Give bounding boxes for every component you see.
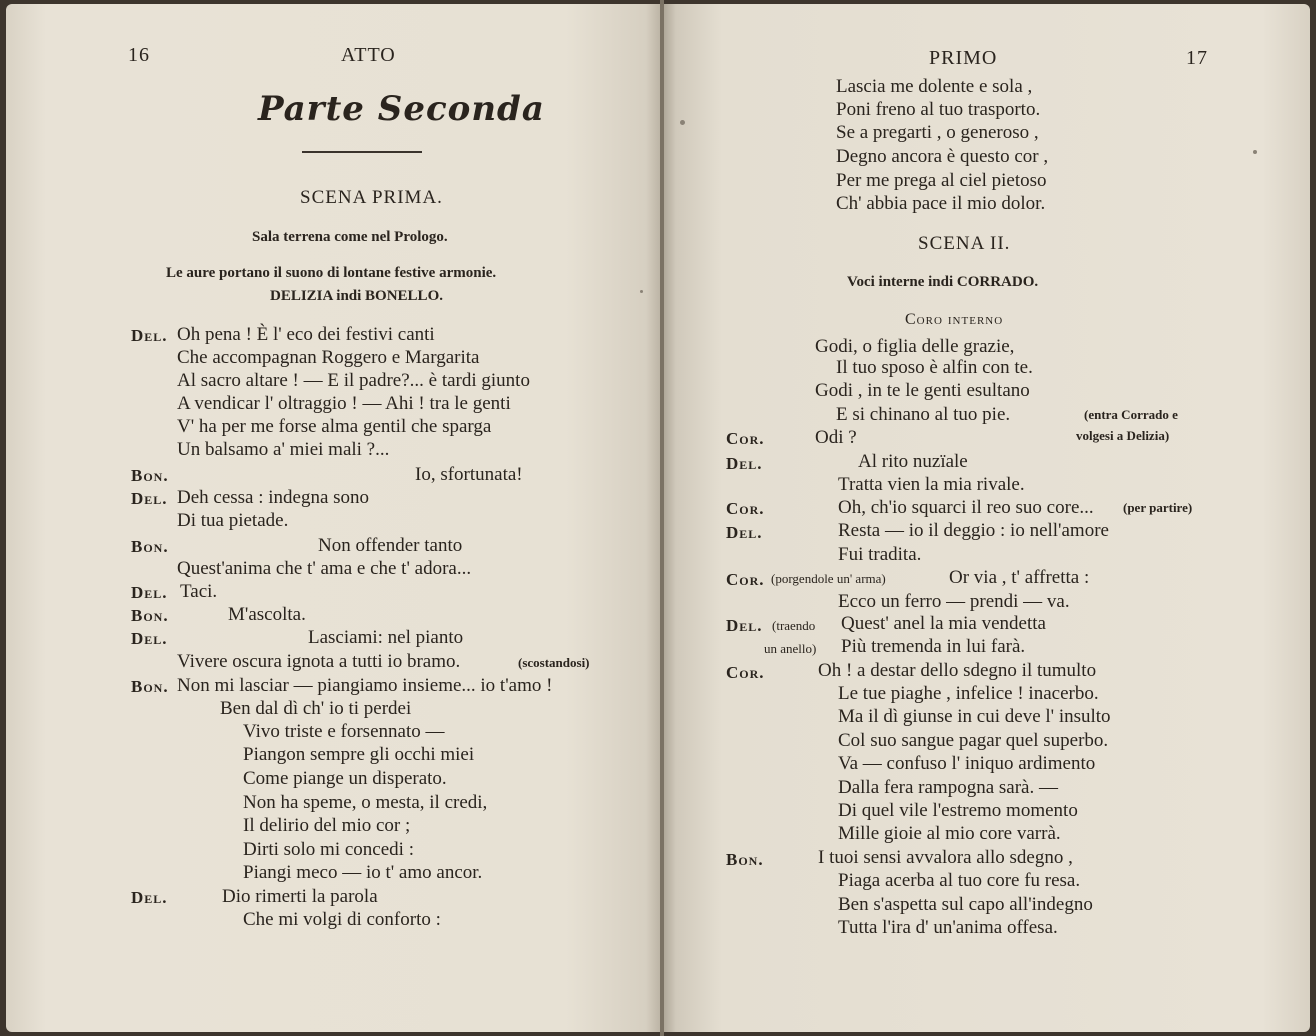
role-label: Bon. [131,606,169,625]
stage-direction-2: Le aure portano il suono di lontane festive armonie. [166,265,497,281]
verse-line: Godi , in te le genti esultano [815,380,1030,401]
verse-line: V' ha per me forse alma gentil che sparga [177,416,492,437]
role-label: Del. [726,616,763,635]
verse-line: Che mi volgi di conforto : [243,909,441,930]
aside-traendo-2: un anello) [764,641,817,656]
verse-line: Ben dal dì ch' io ti perdei [220,698,412,719]
role-label: Del. [131,629,168,648]
verse-line: Non mi lasciar — piangiamo insieme... io t'amo ! [177,675,553,696]
aside-porgendole: (porgendole un' arma) [771,571,886,586]
verse-line: Col suo sangue pagar quel superbo. [838,730,1109,751]
aside-entra-2: volgesi a Delizia) [1076,428,1170,443]
left-running-head: ATTO [341,44,396,66]
verse-line: Più tremenda in lui farà. [841,636,1026,657]
verse-line: Ben s'aspetta sul capo all'indegno [838,894,1093,915]
verse-line: Or via , t' affretta : [949,567,1090,588]
verse-line: Dirti solo mi concedi : [243,839,414,860]
verse-line: Taci. [180,581,218,602]
verse-line: Resta — io il deggio : io nell'amore [838,520,1109,541]
paper-speck [680,120,685,125]
verse-line: Non offender tanto [318,535,463,556]
paper-speck [1253,150,1257,154]
verse-line: Di quel vile l'estremo momento [838,800,1078,821]
verse-line: Deh cessa : indegna sono [177,487,370,508]
verse-line: Ecco un ferro — prendi — va. [838,591,1070,612]
verse-line: Lascia me dolente e sola , [836,76,1033,97]
verse-line: Di tua pietade. [177,510,289,531]
book-gutter [660,0,664,1036]
verse-line: E si chinano al tuo pie. [836,404,1011,425]
role-label: Cor. [726,499,765,518]
verse-line: Oh pena ! È l' eco dei festivi canti [177,324,435,345]
verse-line: Le tue piaghe , infelice ! inacerbo. [838,683,1099,704]
verse-line: Che accompagnan Roggero e Margarita [177,347,480,368]
verse-line: Lasciami: nel pianto [308,627,464,648]
verse-line: Se a pregarti , o generoso , [836,122,1039,143]
verse-line: Tutta l'ira d' un'anima offesa. [838,917,1058,938]
verse-line: Dalla fera rampogna sarà. — [838,777,1058,798]
verse-line: Dio rimerti la parola [222,886,378,907]
scene-ii-direction: Voci interne indi CORRADO. [847,274,1039,290]
verse-line: Quest' anel la mia vendetta [841,613,1046,634]
verse-line: Poni freno al tuo trasporto. [836,99,1041,120]
aside-entra: (entra Corrado e [1084,407,1178,422]
verse-line: Piangi meco — io t' amo ancor. [243,862,483,883]
verse-line: Oh, ch'io squarci il reo suo core... [838,497,1094,518]
verse-line: Un balsamo a' miei mali ?... [177,439,390,460]
verse-line: Al sacro altare ! — E il padre?... è tardi giunto [177,370,530,391]
role-label: Bon. [131,466,169,485]
role-label: Bon. [726,850,764,869]
title-rule [302,151,422,153]
role-label: Cor. [726,570,765,589]
role-label: Del. [726,454,763,473]
left-page-number: 16 [128,44,150,66]
scene-ii-title: SCENA II. [918,233,1011,254]
part-title: Parte Seconda [258,89,545,129]
verse-line: Per me prega al ciel pietoso [836,170,1047,191]
stage-direction-3: DELIZIA indi BONELLO. [270,288,443,304]
verse-line: Ma il dì giunse in cui deve l' insulto [838,706,1111,727]
verse-line: Come piange un disperato. [243,768,447,789]
role-label: Cor. [726,429,765,448]
verse-line: Io, sfortunata! [415,464,523,485]
verse-line: Va — confuso l' iniquo ardimento [838,753,1096,774]
role-label: Del. [131,888,168,907]
verse-line: Il tuo sposo è alfin con te. [836,357,1033,378]
stage-direction-1: Sala terrena come nel Prologo. [252,229,448,245]
role-label: Bon. [131,677,169,696]
verse-line: Godi, o figlia delle grazie, [815,336,1015,357]
verse-line: Piaga acerba al tuo core fu resa. [838,870,1081,891]
role-label: Del. [131,583,168,602]
verse-line: Quest'anima che t' ama e che t' adora... [177,558,472,579]
verse-line: Fui tradita. [838,544,922,565]
chorus-heading: Coro interno [905,311,1004,328]
verse-line: Tratta vien la mia rivale. [838,474,1025,495]
role-label: Del. [131,326,168,345]
role-label: Del. [726,523,763,542]
verse-line: A vendicar l' oltraggio ! — Ahi ! tra le genti [177,393,511,414]
verse-line: Ch' abbia pace il mio dolor. [836,193,1046,214]
role-label: Cor. [726,663,765,682]
verse-line: Odi ? [815,427,857,448]
verse-line: Non ha speme, o mesta, il credi, [243,792,488,813]
paper-speck [640,290,643,293]
role-label: Bon. [131,537,169,556]
verse-line: Vivo triste e forsennato — [243,721,445,742]
right-page-number: 17 [1186,47,1208,69]
verse-line: Al rito nuzïale [858,451,968,472]
verse-line: M'ascolta. [228,604,306,625]
verse-line: Il delirio del mio cor ; [243,815,411,836]
verse-line: Piangon sempre gli occhi miei [243,744,475,765]
verse-line: Vivere oscura ignota a tutti io bramo. [177,651,461,672]
right-running-head: PRIMO [929,47,998,69]
role-label: Del. [131,489,168,508]
verse-line: Oh ! a destar dello sdegno il tumulto [818,660,1097,681]
verse-line: Degno ancora è questo cor , [836,146,1049,167]
scene-title: SCENA PRIMA. [300,187,443,208]
aside-per-partire: (per partire) [1123,500,1193,515]
aside-traendo: (traendo [772,618,816,633]
verse-line: I tuoi sensi avvalora allo sdegno , [818,847,1073,868]
aside-scostandosi: (scostandosi) [518,655,590,670]
verse-line: Mille gioie al mio core varrà. [838,823,1061,844]
